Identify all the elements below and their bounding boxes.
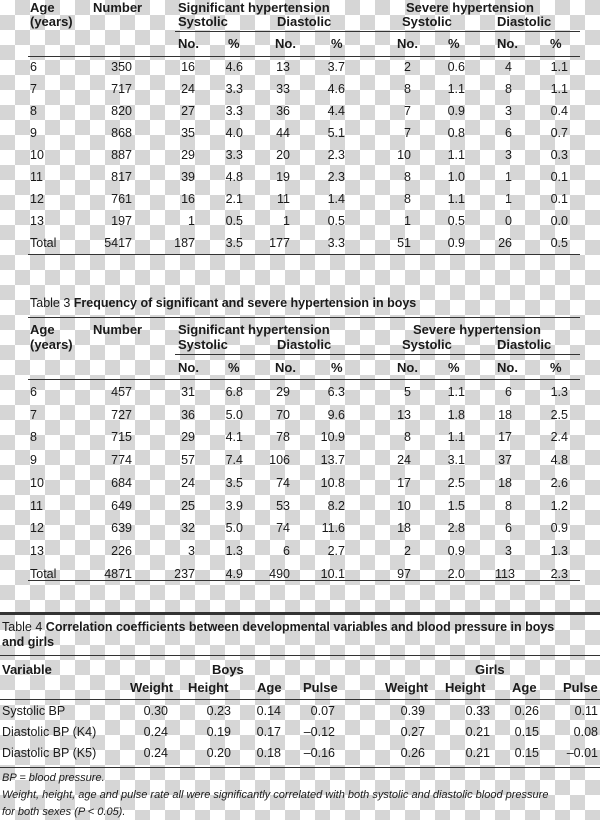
- footnote-significance: Weight, height, age and pulse rate all were significantly correlated with both systolic and diastolic blood pressure: [2, 789, 549, 801]
- sev-systolic-pct-cell: 0.9: [447, 543, 465, 558]
- age-cell: 10: [30, 475, 44, 490]
- sev-diastolic-pct-cell: 4.8: [550, 453, 568, 468]
- girls-weight-header: Weight: [385, 680, 429, 695]
- boys-age-cell: 0.14: [256, 704, 281, 718]
- boys-weight-cell: 0.30: [143, 704, 168, 718]
- age-cell: 13: [30, 214, 44, 228]
- sig-systolic-no-cell: 16: [181, 60, 195, 74]
- sev-systolic-pct-cell: 1.1: [447, 430, 465, 445]
- boys-age-header: Age: [257, 680, 282, 695]
- number-cell: 817: [111, 170, 132, 184]
- girls-age-cell: 0.15: [514, 725, 539, 739]
- boys-age-cell: 0.18: [256, 746, 281, 760]
- age-cell: 7: [30, 407, 37, 422]
- variable-header: Variable: [2, 662, 52, 677]
- sev-systolic-no-cell: 8: [404, 192, 411, 206]
- sig-systolic-no-cell: 35: [181, 126, 195, 140]
- age-cell: 7: [30, 82, 37, 96]
- boys-weight-header: Weight: [130, 680, 174, 695]
- sig-systolic-pct-cell: 4.8: [225, 170, 243, 184]
- sig-diastolic-no-cell: 6: [283, 543, 290, 558]
- age-header: Age: [30, 0, 55, 15]
- sig-systolic-no-cell: 25: [181, 498, 195, 513]
- sig-diastolic-no-cell: 33: [276, 82, 290, 96]
- boys-height-cell: 0.19: [206, 725, 231, 739]
- number-cell: 4871: [104, 566, 132, 581]
- sig-systolic-pct-cell: 4.9: [225, 566, 243, 581]
- girls-age-cell: 0.15: [514, 746, 539, 760]
- girls-pulse-cell: 0.08: [573, 725, 598, 739]
- no-header: No.: [275, 36, 296, 51]
- sev-systolic-no-cell: 2: [404, 60, 411, 74]
- sig-systolic-no-cell: 29: [181, 430, 195, 445]
- pct-header: %: [228, 36, 240, 51]
- sig-diastolic-no-cell: 490: [269, 566, 290, 581]
- sig-diastolic-no-cell: 70: [276, 407, 290, 422]
- sig-diastolic-pct-cell: 10.9: [320, 430, 345, 445]
- sev-diastolic-no-cell: 17: [498, 430, 512, 445]
- sev-diastolic-pct-cell: 0.1: [550, 192, 568, 206]
- sev-diastolic-header: Diastolic: [497, 337, 552, 352]
- sig-diastolic-pct-cell: 8.2: [327, 498, 345, 513]
- sev-systolic-no-cell: 51: [397, 236, 411, 250]
- sev-systolic-no-cell: 13: [397, 407, 411, 422]
- sev-systolic-pct-cell: 0.8: [447, 126, 465, 140]
- sig-diastolic-no-cell: 1: [283, 214, 290, 228]
- sev-diastolic-pct-cell: 1.2: [550, 498, 568, 513]
- sev-systolic-no-cell: 8: [404, 170, 411, 184]
- number-cell: 761: [111, 192, 132, 206]
- girls-weight-cell: 0.27: [400, 725, 425, 739]
- sev-systolic-no-cell: 8: [404, 82, 411, 96]
- table-caption: Frequency of significant and severe hypertension in boys: [73, 296, 417, 310]
- sig-diastolic-pct-cell: 1.4: [327, 192, 345, 206]
- subheader-rule: [175, 31, 580, 32]
- sig-diastolic-pct-cell: 3.7: [327, 60, 345, 74]
- table-3-title: [30, 296, 416, 310]
- sig-systolic-pct-cell: 5.0: [225, 407, 243, 422]
- number-cell: 639: [111, 521, 132, 536]
- sev-diastolic-no-cell: 6: [505, 521, 512, 536]
- age-header: Age: [30, 322, 55, 337]
- sig-systolic-no-cell: 57: [181, 453, 195, 468]
- sev-diastolic-pct-cell: 1.3: [550, 385, 568, 399]
- sev-systolic-no-cell: 7: [404, 104, 411, 118]
- header-rule: [0, 699, 600, 700]
- sev-diastolic-pct-cell: 0.4: [550, 104, 568, 118]
- sev-diastolic-pct-cell: 1.1: [550, 82, 568, 96]
- number-cell: 226: [111, 543, 132, 558]
- bottom-rule: [0, 767, 600, 768]
- number-cell: 727: [111, 407, 132, 422]
- sev-diastolic-no-cell: 0: [505, 214, 512, 228]
- number-cell: 649: [111, 498, 132, 513]
- age-cell: 11: [30, 498, 43, 513]
- variable-cell: Diastolic BP (K4): [2, 725, 97, 739]
- sig-systolic-pct-cell: 3.3: [225, 82, 243, 96]
- sig-systolic-pct-cell: 3.3: [225, 104, 243, 118]
- table-4-title: [2, 620, 554, 634]
- sig-systolic-no-cell: 39: [181, 170, 195, 184]
- sig-diastolic-pct-cell: 4.6: [327, 82, 345, 96]
- number-cell: 197: [111, 214, 132, 228]
- girls-height-cell: 0.33: [465, 704, 490, 718]
- number-header: Number: [93, 322, 143, 337]
- age-cell: 6: [30, 385, 37, 399]
- number-header: Number: [93, 0, 143, 15]
- sig-diastolic-no-cell: 53: [276, 498, 290, 513]
- sev-systolic-pct-cell: 1.0: [447, 170, 465, 184]
- sev-systolic-pct-cell: 0.6: [447, 60, 465, 74]
- footnote-significance-cont: for both sexes (P < 0.05).: [2, 806, 126, 818]
- sev-diastolic-no-cell: 37: [498, 453, 512, 468]
- subheader-rule: [175, 354, 580, 355]
- sig-systolic-no-cell: 29: [181, 148, 195, 162]
- sig-diastolic-pct-cell: 11.6: [321, 521, 345, 536]
- number-cell: 820: [111, 104, 132, 118]
- sev-diastolic-no-cell: 18: [498, 475, 512, 490]
- sig-systolic-pct-cell: 4.1: [225, 430, 243, 445]
- header-rule: [28, 379, 580, 380]
- age-cell: Total: [30, 236, 57, 250]
- no-header: No.: [178, 360, 199, 375]
- boys-weight-cell: 0.24: [143, 725, 168, 739]
- sev-systolic-pct-cell: 1.8: [447, 407, 465, 422]
- pct-header: %: [331, 360, 343, 375]
- sev-systolic-no-cell: 5: [404, 385, 411, 399]
- table-label: Table 4: [2, 620, 43, 634]
- number-cell: 5417: [104, 236, 132, 250]
- table-caption-cont: and girls: [2, 635, 55, 649]
- sev-systolic-pct-cell: 0.5: [447, 214, 465, 228]
- significant-header: Significant hypertension: [178, 0, 330, 15]
- header-rule: [28, 56, 580, 57]
- pct-header: %: [448, 36, 460, 51]
- age-unit-header: (years): [30, 14, 73, 29]
- table-4-title-cont: [2, 635, 54, 649]
- number-cell: 717: [111, 82, 132, 96]
- sig-diastolic-no-cell: 44: [276, 126, 290, 140]
- sig-diastolic-pct-cell: 6.3: [327, 385, 345, 399]
- sig-diastolic-pct-cell: 2.3: [327, 170, 345, 184]
- girls-age-header: Age: [512, 680, 537, 695]
- sev-diastolic-no-cell: 8: [505, 498, 512, 513]
- boys-weight-cell: 0.24: [143, 746, 168, 760]
- boys-pulse-cell: 0.07: [310, 704, 335, 718]
- sev-diastolic-no-cell: 3: [505, 148, 512, 162]
- no-header: No.: [275, 360, 296, 375]
- sig-diastolic-no-cell: 78: [276, 430, 290, 445]
- boys-header: Boys: [212, 662, 244, 677]
- girls-age-cell: 0.26: [514, 704, 539, 718]
- sev-systolic-header: Systolic: [402, 337, 452, 352]
- sig-diastolic-pct-cell: 3.3: [327, 236, 345, 250]
- top-rule: [0, 655, 600, 656]
- sev-diastolic-no-cell: 1: [505, 170, 512, 184]
- boys-height-cell: 0.20: [206, 746, 231, 760]
- sev-systolic-no-cell: 10: [397, 498, 411, 513]
- variable-cell: Systolic BP: [2, 704, 66, 718]
- no-header: No.: [178, 36, 199, 51]
- pct-header: %: [550, 36, 562, 51]
- age-cell: 9: [30, 126, 37, 140]
- no-header: No.: [397, 360, 418, 375]
- sev-systolic-pct-cell: 0.9: [447, 236, 465, 250]
- significant-header: Significant hypertension: [178, 322, 330, 337]
- sig-systolic-no-cell: 1: [188, 214, 195, 228]
- sig-diastolic-pct-cell: 5.1: [327, 126, 345, 140]
- number-cell: 774: [111, 453, 132, 468]
- boys-pulse-cell: –0.12: [303, 725, 335, 739]
- sev-diastolic-pct-cell: 0.9: [550, 521, 568, 536]
- sev-diastolic-pct-cell: 0.7: [550, 126, 568, 140]
- sig-diastolic-pct-cell: 4.4: [327, 104, 345, 118]
- sev-diastolic-pct-cell: 2.4: [550, 430, 568, 445]
- number-cell: 887: [111, 148, 132, 162]
- sig-diastolic-no-cell: 74: [276, 475, 290, 490]
- sev-systolic-no-cell: 17: [397, 475, 411, 490]
- girls-height-cell: 0.21: [465, 746, 490, 760]
- sig-diastolic-pct-cell: 2.7: [327, 543, 345, 558]
- top-rule: [28, 317, 580, 318]
- number-cell: 868: [111, 126, 132, 140]
- sig-diastolic-header: Diastolic: [277, 14, 332, 29]
- pct-header: %: [550, 360, 562, 375]
- sev-systolic-pct-cell: 1.1: [447, 192, 465, 206]
- sig-systolic-no-cell: 3: [188, 543, 195, 558]
- sev-systolic-no-cell: 2: [404, 543, 411, 558]
- sig-systolic-no-cell: 36: [181, 407, 195, 422]
- sev-systolic-pct-cell: 1.5: [447, 498, 465, 513]
- sev-diastolic-pct-cell: 2.3: [550, 566, 568, 581]
- severe-header: Severe hypertension: [406, 0, 534, 15]
- sev-diastolic-no-cell: 8: [505, 82, 512, 96]
- age-cell: Total: [30, 566, 57, 581]
- sev-diastolic-pct-cell: 0.3: [550, 148, 568, 162]
- sig-systolic-no-cell: 24: [181, 82, 195, 96]
- sig-systolic-pct-cell: 0.5: [225, 214, 243, 228]
- age-cell: 8: [30, 430, 37, 445]
- sev-diastolic-header: Diastolic: [497, 14, 552, 29]
- sev-systolic-pct-cell: 2.0: [447, 566, 465, 581]
- table-label: Table 3: [30, 296, 71, 310]
- sig-diastolic-no-cell: 36: [276, 104, 290, 118]
- sig-diastolic-no-cell: 177: [269, 236, 290, 250]
- sig-systolic-header: Systolic: [178, 337, 228, 352]
- pct-header: %: [228, 360, 240, 375]
- variable-cell: Diastolic BP (K5): [2, 746, 97, 760]
- no-header: No.: [497, 36, 518, 51]
- sev-systolic-pct-cell: 1.1: [447, 385, 465, 399]
- sig-systolic-pct-cell: 5.0: [225, 521, 243, 536]
- boys-pulse-header: Pulse: [303, 680, 338, 695]
- sig-systolic-pct-cell: 3.3: [225, 148, 243, 162]
- girls-pulse-cell: 0.11: [574, 704, 598, 718]
- age-unit-header: (years): [30, 337, 73, 352]
- sev-diastolic-pct-cell: 0.5: [550, 236, 568, 250]
- sev-systolic-pct-cell: 1.1: [447, 82, 465, 96]
- girls-pulse-cell: –0.01: [566, 746, 598, 760]
- age-cell: 12: [30, 521, 44, 536]
- girls-weight-cell: 0.39: [400, 704, 425, 718]
- sev-systolic-no-cell: 1: [404, 214, 411, 228]
- sev-diastolic-no-cell: 3: [505, 543, 512, 558]
- sev-systolic-pct-cell: 2.5: [447, 475, 465, 490]
- sig-diastolic-pct-cell: 9.6: [327, 407, 345, 422]
- sig-diastolic-no-cell: 11: [277, 192, 290, 206]
- age-cell: 6: [30, 60, 37, 74]
- no-header: No.: [397, 36, 418, 51]
- sig-systolic-no-cell: 237: [174, 566, 195, 581]
- girls-height-cell: 0.21: [465, 725, 490, 739]
- sev-systolic-pct-cell: 0.9: [447, 104, 465, 118]
- sev-diastolic-pct-cell: 0.1: [550, 170, 568, 184]
- number-cell: 457: [111, 385, 132, 399]
- sev-systolic-no-cell: 8: [404, 430, 411, 445]
- sig-diastolic-no-cell: 106: [269, 453, 290, 468]
- sig-systolic-pct-cell: 3.9: [225, 498, 243, 513]
- sig-diastolic-pct-cell: 10.1: [320, 566, 345, 581]
- sig-systolic-no-cell: 24: [181, 475, 195, 490]
- sig-systolic-pct-cell: 7.4: [225, 453, 243, 468]
- sig-diastolic-no-cell: 20: [276, 148, 290, 162]
- sev-diastolic-no-cell: 1: [505, 192, 512, 206]
- sev-systolic-no-cell: 18: [397, 521, 411, 536]
- age-cell: 11: [30, 170, 43, 184]
- section-rule: [0, 612, 600, 615]
- footnote-abbrev: BP = blood pressure.: [2, 772, 105, 784]
- bottom-rule: [28, 580, 580, 581]
- sev-systolic-pct-cell: 1.1: [447, 148, 465, 162]
- sig-systolic-no-cell: 27: [181, 104, 195, 118]
- sig-systolic-no-cell: 32: [181, 521, 195, 536]
- sev-diastolic-no-cell: 4: [505, 60, 512, 74]
- girls-pulse-header: Pulse: [563, 680, 598, 695]
- sig-diastolic-no-cell: 13: [276, 60, 290, 74]
- sig-diastolic-pct-cell: 2.3: [327, 148, 345, 162]
- sev-diastolic-no-cell: 3: [505, 104, 512, 118]
- sig-systolic-pct-cell: 1.3: [225, 543, 243, 558]
- sig-diastolic-pct-cell: 0.5: [327, 214, 345, 228]
- sig-systolic-pct-cell: 4.0: [225, 126, 243, 140]
- sev-diastolic-pct-cell: 1.1: [550, 60, 568, 74]
- sev-diastolic-no-cell: 6: [505, 385, 512, 399]
- sig-diastolic-no-cell: 74: [276, 521, 290, 536]
- sev-systolic-pct-cell: 2.8: [447, 521, 465, 536]
- sev-systolic-pct-cell: 3.1: [447, 453, 465, 468]
- number-cell: 350: [111, 60, 132, 74]
- sig-diastolic-header: Diastolic: [277, 337, 332, 352]
- sev-systolic-header: Systolic: [402, 14, 452, 29]
- sev-diastolic-no-cell: 113: [495, 566, 515, 581]
- sev-diastolic-pct-cell: 0.0: [550, 214, 568, 228]
- sev-systolic-no-cell: 97: [397, 566, 411, 581]
- sev-diastolic-no-cell: 26: [498, 236, 512, 250]
- boys-height-cell: 0.23: [206, 704, 231, 718]
- number-cell: 715: [111, 430, 132, 445]
- table-caption: Correlation coefficients between developmental variables and blood pressure in boys: [45, 620, 555, 634]
- sev-diastolic-pct-cell: 1.3: [550, 543, 568, 558]
- pct-header: %: [448, 360, 460, 375]
- bottom-rule: [28, 254, 580, 255]
- sig-systolic-pct-cell: 3.5: [225, 475, 243, 490]
- sev-diastolic-pct-cell: 2.6: [550, 475, 568, 490]
- sig-systolic-no-cell: 16: [181, 192, 195, 206]
- sig-systolic-header: Systolic: [178, 14, 228, 29]
- no-header: No.: [497, 360, 518, 375]
- age-cell: 10: [30, 148, 44, 162]
- sig-systolic-pct-cell: 6.8: [225, 385, 243, 399]
- sev-systolic-no-cell: 10: [397, 148, 411, 162]
- sev-systolic-no-cell: 7: [404, 126, 411, 140]
- severe-header: Severe hypertension: [413, 322, 541, 337]
- girls-weight-cell: 0.26: [400, 746, 425, 760]
- sig-systolic-no-cell: 187: [174, 236, 195, 250]
- boys-pulse-cell: –0.16: [303, 746, 335, 760]
- sig-systolic-pct-cell: 3.5: [225, 236, 243, 250]
- girls-header: Girls: [475, 662, 505, 677]
- age-cell: 12: [30, 192, 44, 206]
- sig-systolic-pct-cell: 4.6: [225, 60, 243, 74]
- sev-systolic-no-cell: 24: [397, 453, 411, 468]
- sig-diastolic-pct-cell: 13.7: [320, 453, 345, 468]
- pct-header: %: [331, 36, 343, 51]
- sev-diastolic-pct-cell: 2.5: [550, 407, 568, 422]
- sev-diastolic-no-cell: 18: [498, 407, 512, 422]
- boys-height-header: Height: [188, 680, 229, 695]
- age-cell: 9: [30, 453, 37, 468]
- number-cell: 684: [111, 475, 132, 490]
- age-cell: 13: [30, 543, 44, 558]
- sig-diastolic-no-cell: 19: [276, 170, 290, 184]
- sig-systolic-pct-cell: 2.1: [225, 192, 243, 206]
- boys-age-cell: 0.17: [256, 725, 281, 739]
- girls-height-header: Height: [445, 680, 486, 695]
- age-cell: 8: [30, 104, 37, 118]
- sig-diastolic-no-cell: 29: [276, 385, 290, 399]
- sig-diastolic-pct-cell: 10.8: [320, 475, 345, 490]
- sev-diastolic-no-cell: 6: [505, 126, 512, 140]
- sig-systolic-no-cell: 31: [181, 385, 195, 399]
